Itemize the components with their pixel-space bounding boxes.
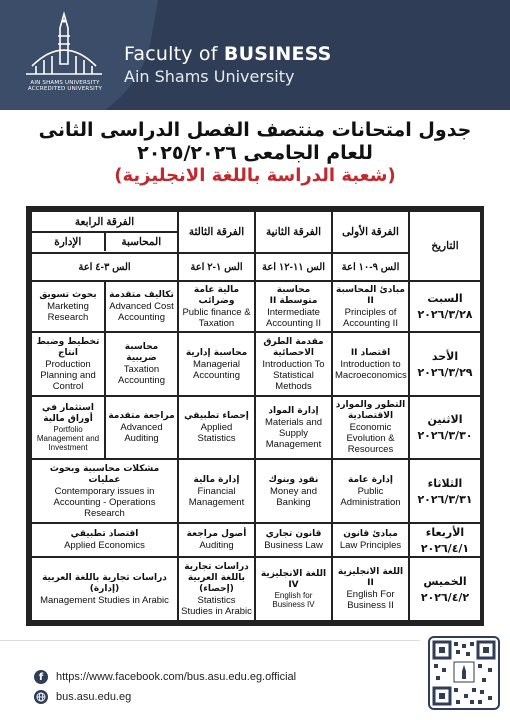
year3-exam: إحصاء تطبيقي Applied Statistics <box>178 396 255 460</box>
exam-schedule-table <box>26 206 484 626</box>
year2-header: الفرقة الثانية <box>255 211 332 253</box>
year4-header <box>31 211 178 253</box>
year1-exam: اقتصاد II Introduction to Macroeconomics <box>332 332 409 396</box>
year1-header: الفرقة الأولى <box>332 211 409 253</box>
schedule-titles <box>0 118 510 188</box>
date-cell: الاثنين ٢٠٢٦/٣/٣٠ <box>409 396 481 460</box>
year2-exam: محاسبة متوسطة II Intermediate Accounting II <box>255 281 332 332</box>
footer-divider <box>0 640 420 641</box>
year1-exam: مبادئ قانون Law Principles <box>332 523 409 558</box>
globe-icon <box>34 690 48 704</box>
year3-header: الفرقة الثالثة <box>178 211 255 253</box>
date-cell: الخميس ٢٠٢٦/٤/٢ <box>409 557 481 621</box>
year2-exam: نقود وبنوك Money and Banking <box>255 459 332 523</box>
year2-exam: قانون تجاري Business Law <box>255 523 332 558</box>
header-banner <box>0 0 510 110</box>
date-header: التاريخ <box>409 211 481 281</box>
year4-accounting-exam: تكاليف متقدمة Advanced Cost Accounting <box>105 281 178 332</box>
faculty-name: BUSINESS <box>223 43 332 65</box>
academic-year: للعام الجامعى ٢٠٢٥/٢٠٢٦ <box>137 142 373 164</box>
table-row <box>31 523 481 558</box>
table-row <box>31 332 481 396</box>
date-cell: الأربعاء ٢٠٢٦/٤/١ <box>409 523 481 558</box>
year4-subheaders <box>32 233 177 251</box>
date-cell: الثلاثاء ٢٠٢٦/٣/٣١ <box>409 459 481 523</box>
year4-merged-exam: اقتصاد تطبيقي Applied Economics <box>31 523 178 558</box>
date-cell: الأحد ٢٠٢٦/٣/٢٩ <box>409 332 481 396</box>
facebook-url[interactable]: https://www.facebook.com/bus.asu.edu.eg.official <box>56 671 297 683</box>
year2-exam: إدارة المواد Materials and Supply Management <box>255 396 332 460</box>
division-subtitle: (شعبة الدراسة باللغة الانجليزية) <box>114 165 396 186</box>
year4-management-exam: بحوث تسويق Marketing Research <box>31 281 105 332</box>
year3-exam: إدارة مالية Financial Management <box>178 459 255 523</box>
table-row <box>31 557 481 621</box>
year3-exam: محاسبة إدارية Managerial Accounting <box>178 332 255 396</box>
year1-exam: التطور والموارد الاقتصادية Economic Evolution & Resources <box>332 396 409 460</box>
year4-accounting-header: المحاسبة <box>104 233 178 251</box>
year1-exam: اللغة الانجليزية II English For Business II <box>332 557 409 621</box>
year1-time: الس ٩-١٠ اعة <box>332 253 409 281</box>
date-cell: السبت ٢٠٢٦/٣/٢٨ <box>409 281 481 332</box>
university-name: Ain Shams University <box>124 67 295 86</box>
year2-time: الس ١١-١٢ اعة <box>255 253 332 281</box>
table-row <box>31 459 481 523</box>
table-row <box>31 281 481 332</box>
year2-exam: مقدمة الطرق الاحصائية Introduction To Statistical Methods <box>255 332 332 396</box>
year4-title: الفرقة الرابعة <box>32 213 177 233</box>
year4-time: الس ٣-٤ اعة <box>31 253 178 281</box>
year4-management-exam: تخطيط وضبط انتاج Production Planning and Control <box>31 332 105 396</box>
facebook-link[interactable] <box>34 670 296 684</box>
year4-accounting-exam: مراجعة متقدمة Advanced Auditing <box>105 396 178 460</box>
year3-time: الس ١-٢ اعة <box>178 253 255 281</box>
website-link[interactable] <box>34 690 131 704</box>
faculty-title <box>124 43 332 65</box>
year1-exam: مبادئ المحاسبة II Principles of Accounting II <box>332 281 409 332</box>
facebook-icon: f <box>34 670 48 684</box>
year2-exam: اللغة الانجليزية IV English for Business IV <box>255 557 332 621</box>
year3-exam: أصول مراجعة Auditing <box>178 523 255 558</box>
year4-merged-exam: مشكلات محاسبية وبحوث عمليات Contemporary issues in Accounting - Operations Research <box>31 459 178 523</box>
year4-merged-exam: دراسات تجارية باللغة العربية (إدارة) Management Studies in Arabic <box>31 557 178 621</box>
year3-exam: مالية عامة وضرائب Public finance & Taxation <box>178 281 255 332</box>
year1-exam: إدارة عامة Public Administration <box>332 459 409 523</box>
faculty-prefix: Faculty of <box>124 43 218 65</box>
year4-management-header: الإدارة <box>54 236 82 248</box>
website-url[interactable]: bus.asu.edu.eg <box>56 691 132 703</box>
year4-accounting-exam: محاسبة ضريبية Taxation Accounting <box>105 332 178 396</box>
year3-exam: دراسات تجارية باللغة العربية (إحصاء) Statistics Studies in Arabic <box>178 557 255 621</box>
table-row <box>31 396 481 460</box>
qr-code <box>428 636 500 710</box>
schedule-title: جدول امتحانات منتصف الفصل الدراسى الثانى <box>38 119 472 141</box>
logo-caption: AIN SHAMS UNIVERSITY ACCREDITED UNIVERSITY <box>27 80 103 92</box>
year4-management-exam: استثمار في أوراق مالية Portfolio Management and Investment <box>31 396 105 460</box>
